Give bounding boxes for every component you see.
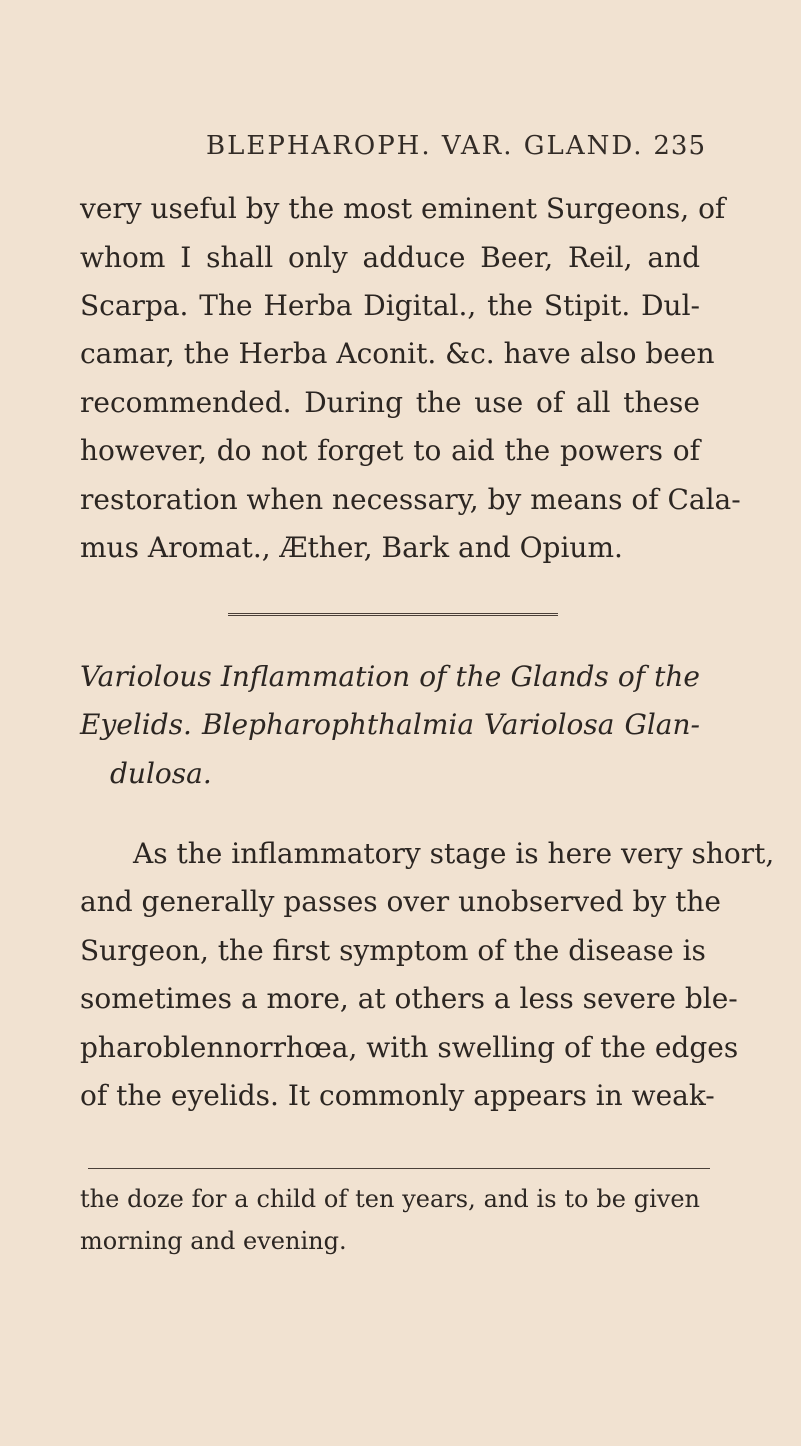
page-number: 235	[653, 131, 706, 161]
text-line: pharoblennorrhœa, with swelling of the edges	[80, 1031, 739, 1064]
text-line: mus Aromat., Æther, Bark and Opium.	[80, 531, 623, 564]
text-line: recommended. During the use of all these	[80, 386, 700, 419]
text-line: and generally passes over unobserved by the	[80, 885, 721, 918]
text-line: As the inflammatory stage is here very short,	[133, 837, 775, 870]
text-line: very useful by the most eminent Surgeons, of	[80, 192, 726, 225]
text-line: Scarpa. The Herba Digital., the Stipit. Dul-	[80, 289, 700, 322]
footnote-line: morning and evening.	[80, 1227, 347, 1255]
footnote-rule	[88, 1168, 710, 1169]
text-line: Surgeon, the first symptom of the disease is	[80, 934, 706, 967]
heading-line: dulosa.	[110, 757, 212, 790]
section-divider	[228, 613, 558, 616]
text-line: sometimes a more, at others a less severe ble-	[80, 982, 738, 1015]
text-line: restoration when necessary, by means of Cala-	[80, 483, 741, 516]
text-line: of the eyelids. It commonly appears in weak-	[80, 1079, 715, 1112]
heading-line: Variolous Inflammation of the Glands of the	[80, 660, 700, 693]
text-line: whom I shall only adduce Beer, Reil, and	[80, 241, 700, 274]
running-title: BLEPHAROPH. VAR. GLAND.	[206, 131, 644, 161]
heading-line: Eyelids. Blepharophthalmia Variolosa Glan-	[80, 708, 700, 741]
text-line: camar, the Herba Aconit. &c. have also been	[80, 337, 715, 370]
footnote-line: the doze for a child of ten years, and is to be given	[80, 1185, 700, 1213]
text-line: however, do not forget to aid the powers of	[80, 434, 700, 467]
